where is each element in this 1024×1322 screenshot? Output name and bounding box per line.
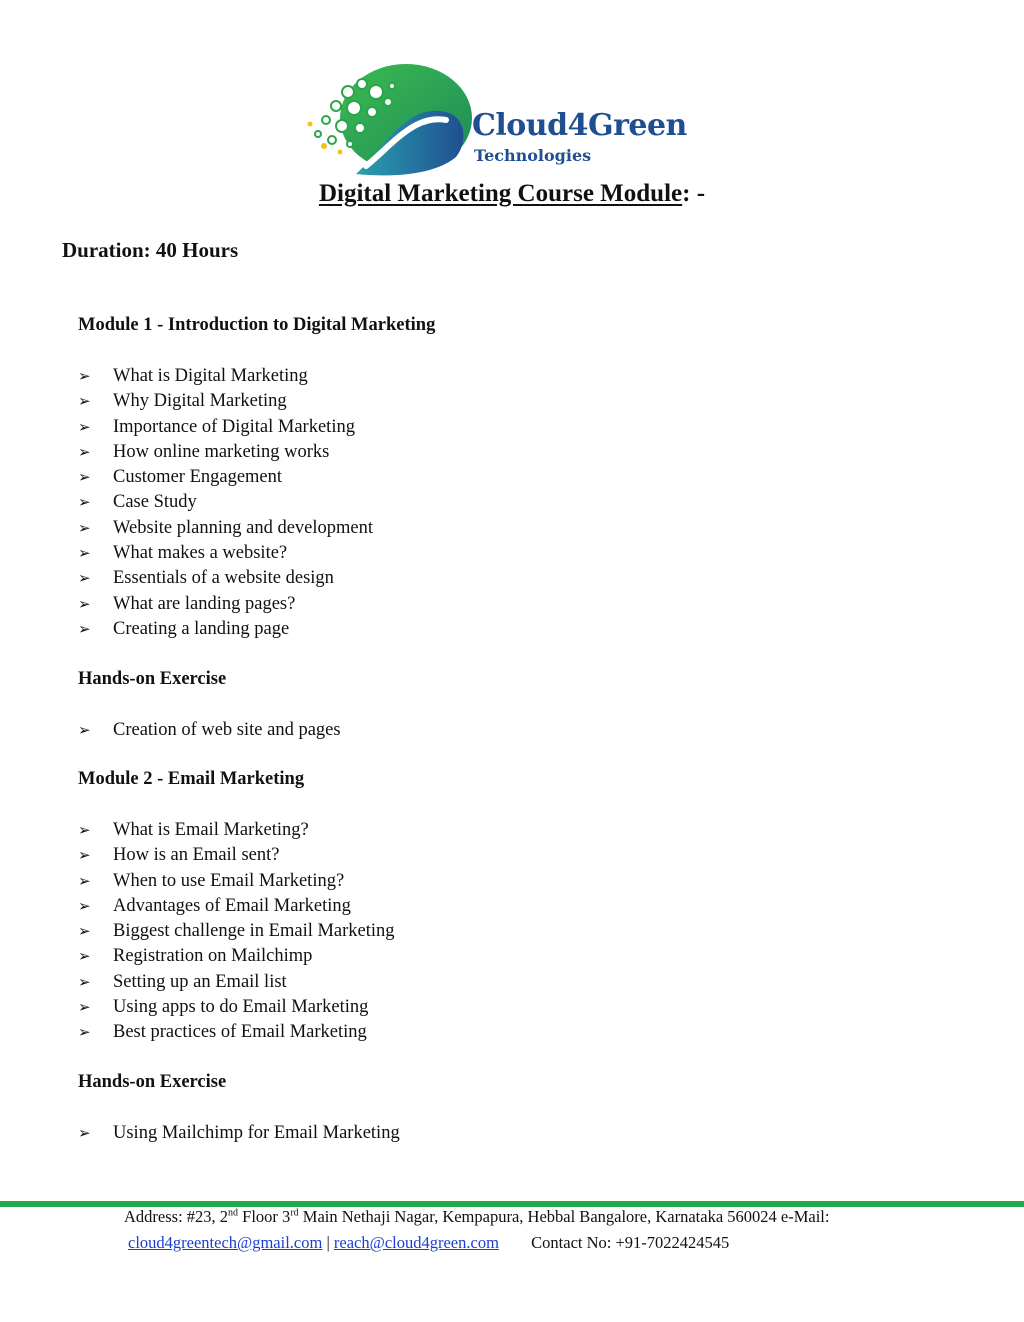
logo-tagline: Technologies <box>474 146 592 165</box>
list-item: ➢ Case Study <box>78 490 373 515</box>
list-item: ➢ Importance of Digital Marketing <box>78 415 373 440</box>
arrow-bullet-icon: ➢ <box>78 518 91 537</box>
company-logo <box>296 62 686 178</box>
arrow-bullet-icon: ➢ <box>78 947 91 966</box>
list-item: ➢ What is Email Marketing? <box>78 818 395 843</box>
arrow-bullet-icon: ➢ <box>78 1124 91 1142</box>
email-link-secondary[interactable]: reach@cloud4green.com <box>333 1233 499 1252</box>
arrow-bullet-icon: ➢ <box>78 1023 91 1042</box>
list-item: ➢ Using apps to do Email Marketing <box>78 995 395 1020</box>
email-separator: | <box>326 1233 330 1252</box>
arrow-bullet-icon: ➢ <box>78 821 91 839</box>
list-item: ➢ Why Digital Marketing <box>78 389 373 414</box>
module-1-exercise-heading: Hands-on Exercise <box>78 669 227 689</box>
module-2-exercise-heading: Hands-on Exercise <box>78 1072 227 1092</box>
arrow-bullet-icon: ➢ <box>78 871 91 890</box>
arrow-bullet-icon: ➢ <box>78 468 91 487</box>
list-item: ➢ How is an Email sent? <box>78 843 395 868</box>
module-1-exercise-list <box>78 718 341 743</box>
list-item: ➢ Biggest challenge in Email Marketing <box>78 919 395 944</box>
list-item: ➢ What are landing pages? <box>78 592 373 617</box>
list-item: ➢ What is Digital Marketing <box>78 364 373 389</box>
list-item: ➢ Customer Engagement <box>78 465 373 490</box>
page-title <box>0 180 1024 208</box>
module-1-topic-list <box>78 364 373 642</box>
arrow-bullet-icon: ➢ <box>78 367 91 385</box>
arrow-bullet-icon: ➢ <box>78 846 91 865</box>
arrow-bullet-icon: ➢ <box>78 493 91 512</box>
course-duration: Duration: 40 Hours <box>62 238 239 262</box>
arrow-bullet-icon: ➢ <box>78 922 91 941</box>
arrow-bullet-icon: ➢ <box>78 544 91 563</box>
arrow-bullet-icon: ➢ <box>78 392 91 411</box>
title-text: Digital Marketing Course Module <box>318 180 683 207</box>
arrow-bullet-icon: ➢ <box>78 594 91 613</box>
logo-emblem-icon <box>296 62 476 178</box>
arrow-bullet-icon: ➢ <box>78 442 91 461</box>
contact-number: Contact No: +91-7022424545 <box>531 1233 730 1252</box>
title-suffix: : - <box>682 180 706 207</box>
arrow-bullet-icon: ➢ <box>78 619 91 638</box>
list-item: ➢ Website planning and development <box>78 516 373 541</box>
module-1-heading: Module 1 - Introduction to Digital Marketing <box>78 315 436 335</box>
list-item: ➢ Essentials of a website design <box>78 566 373 591</box>
arrow-bullet-icon: ➢ <box>78 417 91 436</box>
list-item: ➢ What makes a website? <box>78 541 373 566</box>
arrow-bullet-icon: ➢ <box>78 972 91 991</box>
arrow-bullet-icon: ➢ <box>78 998 91 1017</box>
list-item: ➢ Advantages of Email Marketing <box>78 894 395 919</box>
list-item: ➢ Setting up an Email list <box>78 970 395 995</box>
module-2-heading: Module 2 - Email Marketing <box>78 769 305 789</box>
email-link-primary[interactable]: cloud4greentech@gmail.com <box>128 1233 323 1252</box>
logo-brand-name: Cloud4Green <box>472 108 687 143</box>
list-item: ➢ Registration on Mailchimp <box>78 944 395 969</box>
list-item: ➢ Best practices of Email Marketing <box>78 1020 395 1045</box>
list-item: ➢ Creation of web site and pages <box>78 718 341 743</box>
list-item: ➢ How online marketing works <box>78 440 373 465</box>
list-item: ➢ Creating a landing page <box>78 617 373 642</box>
arrow-bullet-icon: ➢ <box>78 721 91 739</box>
list-item: ➢ When to use Email Marketing? <box>78 869 395 894</box>
footer-address: Address: #23, 2nd Floor 3rd Main Nethaji Nagar, Kempapura, Hebbal Bangalore, Karnataka 560024 e-Mail: <box>124 1207 830 1226</box>
arrow-bullet-icon: ➢ <box>78 569 91 588</box>
module-2-topic-list <box>78 818 395 1046</box>
footer-contact-line <box>128 1233 729 1253</box>
module-2-exercise-list <box>78 1121 400 1146</box>
list-item: ➢ Using Mailchimp for Email Marketing <box>78 1121 400 1146</box>
arrow-bullet-icon: ➢ <box>78 896 91 915</box>
